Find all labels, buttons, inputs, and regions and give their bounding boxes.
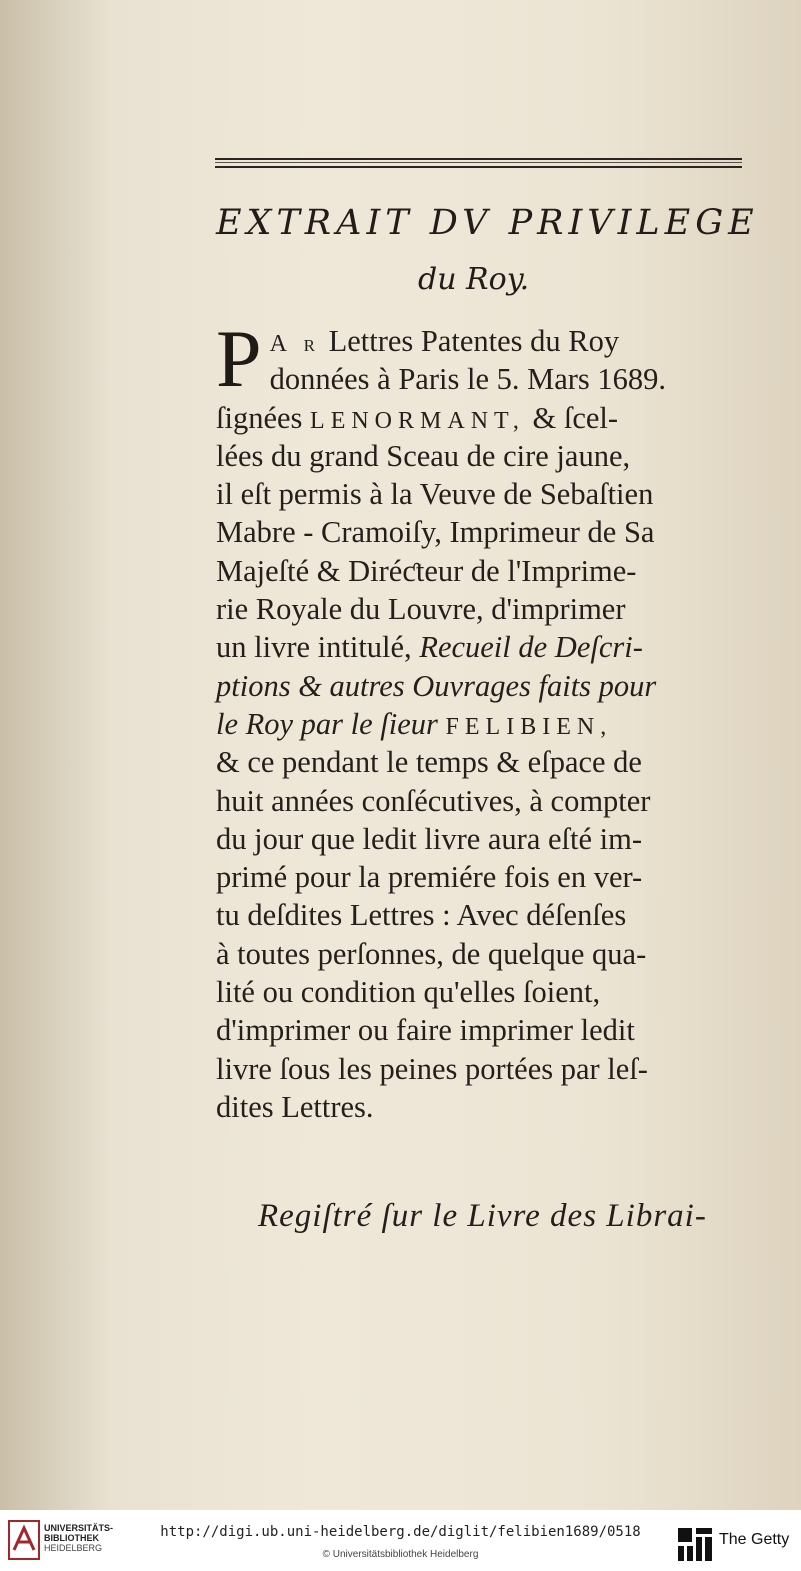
text-line-3: ſignées LENORMANT, & ſcel- — [216, 400, 619, 435]
text-line-8: rie Royale du Louvre, d'imprimer — [216, 592, 626, 627]
text-line-20: livre ſous les peines portées par leſ- — [216, 1051, 648, 1086]
library-name: UNIVERSITÄTS- BIBLIOTHEK HEIDELBERG — [44, 1523, 114, 1553]
text-line-21: dites Lettres. — [216, 1089, 374, 1124]
text-line-12: & ce pendant le temps & eſpace de — [216, 745, 642, 780]
partner-name: The Getty — [719, 1531, 790, 1548]
catchword: Regiſtré ſur le Livre des Librai- — [258, 1198, 707, 1234]
text-line-19: d'imprimer ou faire imprimer ledit — [216, 1013, 635, 1048]
text-line-4: lées du grand Sceau de cire jaune, — [216, 438, 631, 473]
permalink-url[interactable]: http://digi.ub.uni-heidelberg.de/diglit/felibien1689/0518 — [160, 1524, 641, 1540]
drop-cap: P — [216, 313, 262, 404]
text-line-5: il eſt permis à la Veuve de Sebaſtien — [216, 477, 654, 512]
top-rule — [215, 158, 742, 168]
text-line-2: données à Paris le 5. Mars 1689. — [269, 362, 667, 397]
text-line-9: un livre intitulé, Recueil de Deſcri- — [216, 630, 643, 665]
text-line-13: huit années conſécutives, à compter — [216, 783, 651, 818]
text-line-15: primé pour la premiére fois en ver- — [216, 860, 643, 895]
getty-logo-icon — [676, 1526, 714, 1564]
text-line-14: du jour que ledit livre aura eſté im- — [216, 821, 643, 856]
text-line-7: Majeſté & Diréƈteur de l'Imprime- — [216, 553, 637, 588]
top-rule-inner — [215, 162, 742, 163]
text-line-1: A r Lettres Patentes du Roy — [269, 324, 620, 358]
text-line-10: ptions & autres Ouvrages faits pour — [216, 668, 657, 703]
text-line-18: lité ou condition qu'elles ſoient, — [216, 975, 601, 1010]
text-line-11: le Roy par le ſieur FELIBIEN, — [216, 706, 613, 741]
viewer-footer — [0, 1510, 801, 1571]
page-subtitle: du Roy. — [418, 262, 530, 297]
text-line-6: Mabre - Cramoiſy, Imprimeur de Sa — [216, 515, 655, 550]
privilege-text — [216, 313, 786, 1126]
text-line-17: à toutes perſonnes, de quelque qua- — [216, 936, 647, 971]
page-title: EXTRAIT DV PRIVILEGE — [216, 203, 759, 243]
text-line-16: tu deſdites Lettres : Avec déſenſes — [216, 898, 627, 933]
copyright-notice: © Universitätsbibliothek Heidelberg — [322, 1549, 479, 1560]
